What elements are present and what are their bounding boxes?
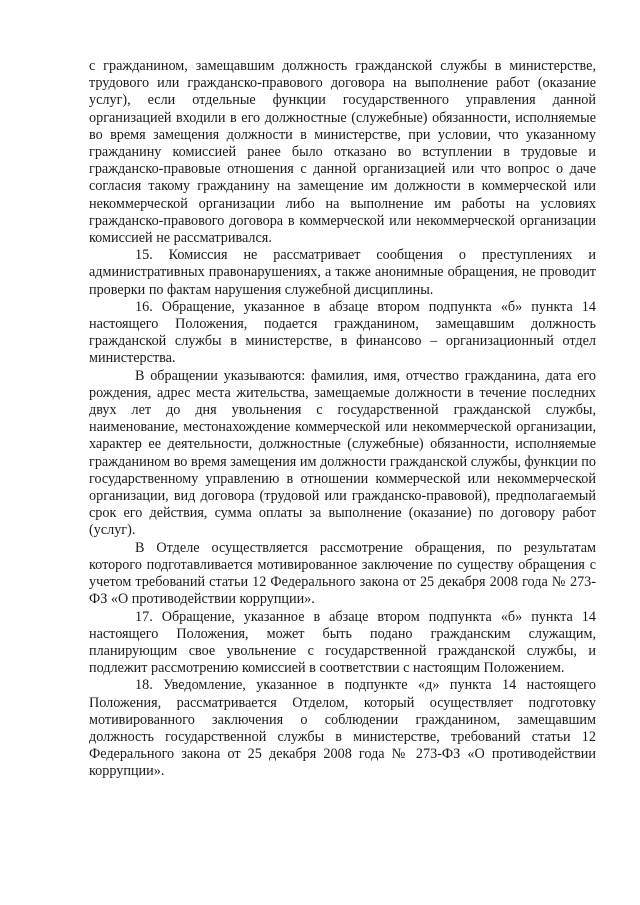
paragraph-item-15: 15. Комиссия не рассматривает сообщения о преступлениях и административных правонарушениях, а также анонимные обращения, не проводит проверки по фактам нарушения служебной дисциплины. [89, 247, 596, 298]
paragraph-item-16: 16. Обращение, указанное в абзаце втором подпункта «б» пункта 14 настоящего Положения, подается гражданином, замещавшим должность гражданской службы в министерстве, в финансово – организационный отдел министерства. [89, 298, 596, 367]
paragraph-continuation: с гражданином, замещавшим должность гражданской службы в министерстве, трудового или гражданско-правового договора на выполнение работ (оказание услуг), если отдельные функции государственного управления данной организацией входили в его должностные (служебные) обязанности, исполняемые во время замещения должности в министерстве, при условии, что указанному гражданину комиссией ранее было отказано во вступлении в трудовые и гражданско-правовые отношения с данной организацией или что вопрос о даче согласия такому гражданину на замещение им должности в коммерческой или некоммерческой организации либо на выполнение им работы на условиях гражданско-правового договора в коммерческой или некоммерческой организации комиссией не рассматривался. [89, 58, 596, 247]
paragraph-item-17: 17. Обращение, указанное в абзаце втором подпункта «б» пункта 14 настоящего Положения, может быть подано гражданским служащим, планирующим свое увольнение с государственной гражданской службы, и подлежит рассмотрению комиссией в соответствии с настоящим Положением. [89, 608, 596, 677]
paragraph-item-18: 18. Уведомление, указанное в подпункте «д» пункта 14 настоящего Положения, рассматривается Отделом, который осуществляет подготовку мотивированного заключения о соблюдении гражданином, замещавшим должность государственной службы в министерстве, требований статьи 12 Федерального закона от 25 декабря 2008 года № 273-ФЗ «О противодействии коррупции». [89, 677, 596, 780]
paragraph-appeal-contents: В обращении указываются: фамилия, имя, отчество гражданина, дата его рождения, адрес места жительства, замещаемые должности в течение последних двух лет до дня увольнения с государственной гражданской службы, наименование, местонахождение коммерческой или некоммерческой организации, характер ее деятельности, должностные (служебные) обязанности, исполняемые гражданином во время замещения им должности гражданской службы, функции по государственному управлению в отношении коммерческой или некоммерческой организации, вид договора (трудовой или гражданско-правовой), предполагаемый срок его действия, сумма оплаты за выполнение (оказание) по договору работ (услуг). [89, 367, 596, 539]
paragraph-department-review: В Отделе осуществляется рассмотрение обращения, по результатам которого подготавливается мотивированное заключение по существу обращения с учетом требований статьи 12 Федерального закона от 25 декабря 2008 года № 273-ФЗ «О противодействии коррупции». [89, 539, 596, 608]
document-page [89, 58, 596, 781]
